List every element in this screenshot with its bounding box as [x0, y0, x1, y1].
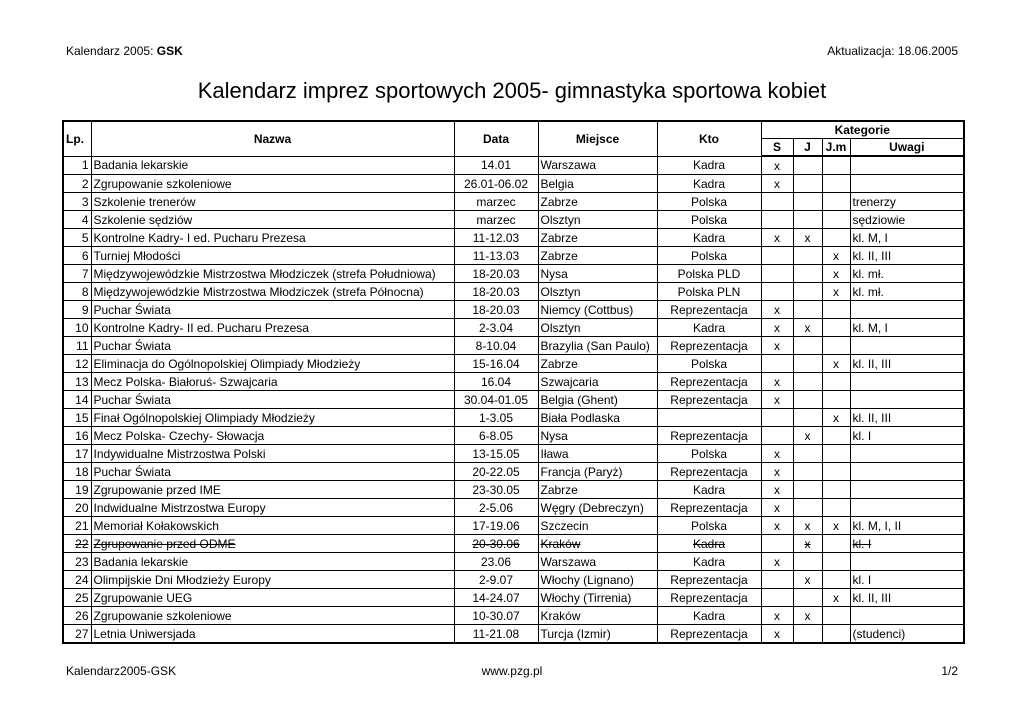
cell-uwagi — [850, 499, 964, 517]
cell-s: x — [761, 301, 793, 319]
table-row — [63, 409, 964, 427]
cell-uwagi: kl. II, III — [850, 589, 964, 607]
cell-jm: x — [822, 265, 850, 283]
cell-nazwa: Szkolenie sędziów — [91, 211, 454, 229]
cell-lp: 10 — [63, 319, 91, 337]
cell-jm — [822, 625, 850, 644]
table-row — [63, 229, 964, 247]
cell-j — [793, 391, 822, 409]
cell-s: x — [761, 445, 793, 463]
cell-lp: 2 — [63, 175, 91, 193]
table-row — [63, 265, 964, 283]
cell-jm — [822, 211, 850, 229]
cell-s — [761, 193, 793, 211]
cell-j — [793, 409, 822, 427]
cell-uwagi: kl. II, III — [850, 409, 964, 427]
cell-s — [761, 283, 793, 301]
cell-s — [761, 535, 793, 553]
cell-miejsce: Zabrze — [538, 193, 657, 211]
cell-s: x — [761, 481, 793, 499]
cell-miejsce: Nysa — [538, 265, 657, 283]
cell-miejsce: Turcja (Izmir) — [538, 625, 657, 644]
cell-miejsce: Olsztyn — [538, 283, 657, 301]
cell-kto: Reprezentacja — [657, 391, 761, 409]
cell-jm — [822, 319, 850, 337]
cell-miejsce: Nysa — [538, 427, 657, 445]
table-row — [63, 301, 964, 319]
cell-lp: 3 — [63, 193, 91, 211]
cell-lp: 15 — [63, 409, 91, 427]
cell-s — [761, 409, 793, 427]
cell-s: x — [761, 337, 793, 355]
cell-miejsce: Włochy (Tirrenia) — [538, 589, 657, 607]
cell-s: x — [761, 229, 793, 247]
table-row — [63, 283, 964, 301]
cell-uwagi: kl. M, I, II — [850, 517, 964, 535]
cell-uwagi — [850, 337, 964, 355]
cell-nazwa: Międzywojewódzkie Mistrzostwa Młodziczek (strefa Południowa) — [91, 265, 454, 283]
cell-s — [761, 355, 793, 373]
cell-j — [793, 481, 822, 499]
cell-kto: Reprezentacja — [657, 571, 761, 589]
cell-nazwa: Zgrupowanie szkoleniowe — [91, 175, 454, 193]
cell-uwagi: kl. mł. — [850, 265, 964, 283]
cell-j — [793, 175, 822, 193]
cell-s: x — [761, 553, 793, 571]
cell-s: x — [761, 391, 793, 409]
table-row — [63, 625, 964, 644]
cell-nazwa: Międzywojewódzkie Mistrzostwa Młodziczek (strefa Północna) — [91, 283, 454, 301]
cell-s — [761, 571, 793, 589]
cell-j — [793, 265, 822, 283]
col-header-miejsce: Miejsce — [538, 121, 657, 156]
cell-data: 15-16.04 — [454, 355, 538, 373]
cell-kto: Kadra — [657, 319, 761, 337]
col-header-uwagi: Uwagi — [850, 139, 964, 157]
cell-jm — [822, 391, 850, 409]
cell-kto: Polska — [657, 517, 761, 535]
cell-j — [793, 625, 822, 644]
cell-kto: Polska PLN — [657, 283, 761, 301]
cell-uwagi — [850, 175, 964, 193]
cell-jm — [822, 193, 850, 211]
cell-lp: 11 — [63, 337, 91, 355]
footer-page-number: 1/2 — [941, 664, 958, 678]
cell-lp: 22 — [63, 535, 91, 553]
cell-uwagi — [850, 463, 964, 481]
cell-miejsce: Kraków — [538, 607, 657, 625]
cell-data: 14-24.07 — [454, 589, 538, 607]
cell-jm: x — [822, 409, 850, 427]
cell-data: 13-15.05 — [454, 445, 538, 463]
cell-j: x — [793, 607, 822, 625]
cell-nazwa: Indwidualne Mistrzostwa Europy — [91, 499, 454, 517]
cell-jm: x — [822, 589, 850, 607]
cell-data: marzec — [454, 193, 538, 211]
cell-jm — [822, 607, 850, 625]
cell-data: 18-20.03 — [454, 283, 538, 301]
cell-nazwa: Zgrupowanie przed IME — [91, 481, 454, 499]
cell-j: x — [793, 427, 822, 445]
cell-miejsce: Zabrze — [538, 355, 657, 373]
cell-jm: x — [822, 247, 850, 265]
cell-miejsce: Brazylia (San Paulo) — [538, 337, 657, 355]
cell-lp: 24 — [63, 571, 91, 589]
cell-kto: Kadra — [657, 175, 761, 193]
table-row — [63, 481, 964, 499]
cell-data: 2-9.07 — [454, 571, 538, 589]
cell-s: x — [761, 625, 793, 644]
cell-kto: Polska PLD — [657, 265, 761, 283]
cell-jm — [822, 481, 850, 499]
table-row — [63, 337, 964, 355]
cell-miejsce: Niemcy (Cottbus) — [538, 301, 657, 319]
cell-kto: Reprezentacja — [657, 463, 761, 481]
cell-lp: 4 — [63, 211, 91, 229]
cell-jm: x — [822, 283, 850, 301]
cell-uwagi — [850, 481, 964, 499]
cell-kto: Reprezentacja — [657, 337, 761, 355]
cell-nazwa: Mecz Polska- Czechy- Słowacja — [91, 427, 454, 445]
cell-s — [761, 427, 793, 445]
cell-jm — [822, 553, 850, 571]
cell-jm — [822, 229, 850, 247]
cell-nazwa: Puchar Świata — [91, 301, 454, 319]
page-title: Kalendarz imprez sportowych 2005- gimnastyka sportowa kobiet — [197, 78, 827, 103]
cell-nazwa: Zgrupowanie przed ODME — [91, 535, 454, 553]
cell-j: x — [793, 535, 822, 553]
cell-uwagi: kl. M, I — [850, 229, 964, 247]
cell-lp: 26 — [63, 607, 91, 625]
cell-miejsce: Zabrze — [538, 229, 657, 247]
cell-s: x — [761, 463, 793, 481]
cell-lp: 19 — [63, 481, 91, 499]
table-row — [63, 607, 964, 625]
cell-s: x — [761, 373, 793, 391]
cell-nazwa: Kontrolne Kadry- I ed. Pucharu Prezesa — [91, 229, 454, 247]
table-row — [63, 319, 964, 337]
cell-data: 26.01-06.02 — [454, 175, 538, 193]
cell-uwagi: kl. II, III — [850, 355, 964, 373]
cell-j: x — [793, 571, 822, 589]
cell-data: 11-21.08 — [454, 625, 538, 644]
table-row — [63, 247, 964, 265]
cell-lp: 1 — [63, 156, 91, 175]
cell-data: 23-30.05 — [454, 481, 538, 499]
table-row — [63, 211, 964, 229]
col-header-j: J — [793, 139, 822, 157]
header-document-label — [66, 44, 183, 58]
cell-lp: 6 — [63, 247, 91, 265]
cell-data: marzec — [454, 211, 538, 229]
cell-uwagi: kl. II, III — [850, 247, 964, 265]
footer-doc-id: Kalendarz2005-GSK — [66, 664, 177, 678]
cell-j — [793, 373, 822, 391]
cell-j — [793, 193, 822, 211]
cell-nazwa: Szkolenie trenerów — [91, 193, 454, 211]
cell-nazwa: Badania lekarskie — [91, 156, 454, 175]
cell-j — [793, 247, 822, 265]
table-row — [63, 391, 964, 409]
col-header-jm: J.m — [822, 139, 850, 157]
footer-url: www.pzg.pl — [481, 664, 543, 678]
cell-j — [793, 156, 822, 175]
cell-nazwa: Memoriał Kołakowskich — [91, 517, 454, 535]
cell-s — [761, 211, 793, 229]
cell-jm — [822, 571, 850, 589]
cell-data: 1-3.05 — [454, 409, 538, 427]
table-row — [63, 373, 964, 391]
cell-lp: 20 — [63, 499, 91, 517]
table-row — [63, 463, 964, 481]
col-header-kategorie: Kategorie — [761, 121, 964, 139]
col-header-lp: Lp. — [63, 121, 91, 156]
table-row — [63, 589, 964, 607]
cell-kto: Kadra — [657, 481, 761, 499]
cell-lp: 23 — [63, 553, 91, 571]
cell-kto: Kadra — [657, 156, 761, 175]
cell-nazwa: Badania lekarskie — [91, 553, 454, 571]
cell-lp: 8 — [63, 283, 91, 301]
cell-kto: Kadra — [657, 607, 761, 625]
cell-miejsce: Warszawa — [538, 553, 657, 571]
cell-j — [793, 301, 822, 319]
cell-data: 20-30.06 — [454, 535, 538, 553]
cell-uwagi: kl. M, I — [850, 319, 964, 337]
cell-kto: Reprezentacja — [657, 373, 761, 391]
cell-nazwa: Puchar Świata — [91, 391, 454, 409]
cell-data: 23.06 — [454, 553, 538, 571]
col-header-data: Data — [454, 121, 538, 156]
cell-data: 16.04 — [454, 373, 538, 391]
table-row — [63, 499, 964, 517]
cell-data: 11-12.03 — [454, 229, 538, 247]
cell-kto: Reprezentacja — [657, 427, 761, 445]
table-row — [63, 156, 964, 175]
cell-uwagi: kl. I — [850, 535, 964, 553]
cell-miejsce: Szczecin — [538, 517, 657, 535]
table-row — [63, 535, 964, 553]
cell-kto: Polska — [657, 445, 761, 463]
table-row — [63, 571, 964, 589]
cell-miejsce: Szwajcaria — [538, 373, 657, 391]
cell-lp: 12 — [63, 355, 91, 373]
cell-kto: Kadra — [657, 229, 761, 247]
cell-miejsce: Węgry (Debreczyn) — [538, 499, 657, 517]
cell-data: 17-19.06 — [454, 517, 538, 535]
cell-uwagi — [850, 301, 964, 319]
cell-data: 10-30.07 — [454, 607, 538, 625]
cell-j — [793, 589, 822, 607]
cell-kto: Polska — [657, 355, 761, 373]
cell-lp: 25 — [63, 589, 91, 607]
cell-uwagi: kl. I — [850, 427, 964, 445]
col-header-kto: Kto — [657, 121, 761, 156]
cell-data: 14.01 — [454, 156, 538, 175]
cell-jm — [822, 499, 850, 517]
header-update-date: Aktualizacja: 18.06.2005 — [827, 44, 958, 58]
cell-jm — [822, 427, 850, 445]
cell-nazwa: Turniej Młodości — [91, 247, 454, 265]
cell-s: x — [761, 607, 793, 625]
table-row — [63, 175, 964, 193]
cell-data: 30.04-01.05 — [454, 391, 538, 409]
cell-data: 2-3.04 — [454, 319, 538, 337]
cell-j — [793, 283, 822, 301]
cell-uwagi: kl. mł. — [850, 283, 964, 301]
cell-kto: Kadra — [657, 535, 761, 553]
table-row — [63, 445, 964, 463]
cell-miejsce: Warszawa — [538, 156, 657, 175]
cell-kto: Polska — [657, 247, 761, 265]
cell-s: x — [761, 319, 793, 337]
cell-kto — [657, 409, 761, 427]
cell-uwagi — [850, 391, 964, 409]
cell-uwagi — [850, 445, 964, 463]
cell-miejsce: Zabrze — [538, 247, 657, 265]
cell-s: x — [761, 499, 793, 517]
cell-data: 6-8.05 — [454, 427, 538, 445]
events-table — [62, 120, 965, 644]
cell-nazwa: Eliminacja do Ogólnopolskiej Olimpiady Młodzieży — [91, 355, 454, 373]
cell-miejsce: Włochy (Lignano) — [538, 571, 657, 589]
cell-nazwa: Olimpijskie Dni Młodzieży Europy — [91, 571, 454, 589]
cell-s — [761, 247, 793, 265]
cell-jm: x — [822, 517, 850, 535]
cell-j — [793, 445, 822, 463]
cell-nazwa: Mecz Polska- Białoruś- Szwajcaria — [91, 373, 454, 391]
cell-j — [793, 211, 822, 229]
cell-miejsce: Zabrze — [538, 481, 657, 499]
cell-miejsce: Olsztyn — [538, 211, 657, 229]
cell-s: x — [761, 156, 793, 175]
cell-jm — [822, 301, 850, 319]
cell-data: 8-10.04 — [454, 337, 538, 355]
header-org: GSK — [156, 44, 183, 58]
cell-nazwa: Zgrupowanie UEG — [91, 589, 454, 607]
cell-lp: 18 — [63, 463, 91, 481]
cell-s — [761, 589, 793, 607]
table-row — [63, 355, 964, 373]
cell-jm — [822, 373, 850, 391]
cell-uwagi: kl. I — [850, 571, 964, 589]
cell-nazwa: Zgrupowanie szkoleniowe — [91, 607, 454, 625]
cell-kto: Polska — [657, 193, 761, 211]
cell-nazwa: Puchar Świata — [91, 463, 454, 481]
cell-nazwa: Letnia Uniwersjada — [91, 625, 454, 644]
cell-lp: 13 — [63, 373, 91, 391]
cell-jm — [822, 337, 850, 355]
cell-kto: Reprezentacja — [657, 589, 761, 607]
cell-jm — [822, 175, 850, 193]
cell-uwagi — [850, 607, 964, 625]
cell-miejsce: Biała Podlaska — [538, 409, 657, 427]
col-header-s: S — [761, 139, 793, 157]
col-header-nazwa: Nazwa — [91, 121, 454, 156]
cell-nazwa: Puchar Świata — [91, 337, 454, 355]
cell-j — [793, 337, 822, 355]
cell-nazwa: Indywidualne Mistrzostwa Polski — [91, 445, 454, 463]
cell-j — [793, 499, 822, 517]
cell-j: x — [793, 319, 822, 337]
cell-kto: Reprezentacja — [657, 499, 761, 517]
cell-lp: 17 — [63, 445, 91, 463]
cell-j — [793, 553, 822, 571]
cell-miejsce: Olsztyn — [538, 319, 657, 337]
cell-j: x — [793, 229, 822, 247]
cell-lp: 21 — [63, 517, 91, 535]
cell-jm: x — [822, 355, 850, 373]
cell-data: 11-13.03 — [454, 247, 538, 265]
cell-data: 20-22.05 — [454, 463, 538, 481]
cell-kto: Reprezentacja — [657, 301, 761, 319]
cell-uwagi — [850, 553, 964, 571]
cell-miejsce: Kraków — [538, 535, 657, 553]
cell-data: 18-20.03 — [454, 301, 538, 319]
cell-kto: Polska — [657, 211, 761, 229]
cell-lp: 27 — [63, 625, 91, 644]
cell-uwagi: trenerzy — [850, 193, 964, 211]
cell-data: 2-5.06 — [454, 499, 538, 517]
cell-j — [793, 355, 822, 373]
cell-uwagi: (studenci) — [850, 625, 964, 644]
cell-uwagi — [850, 373, 964, 391]
cell-miejsce: Belgia — [538, 175, 657, 193]
cell-jm — [822, 156, 850, 175]
cell-miejsce: Iława — [538, 445, 657, 463]
cell-jm — [822, 535, 850, 553]
cell-miejsce: Belgia (Ghent) — [538, 391, 657, 409]
table-row — [63, 553, 964, 571]
cell-kto: Reprezentacja — [657, 625, 761, 644]
table-row — [63, 427, 964, 445]
cell-s: x — [761, 517, 793, 535]
cell-lp: 7 — [63, 265, 91, 283]
cell-lp: 5 — [63, 229, 91, 247]
cell-uwagi: sędziowie — [850, 211, 964, 229]
cell-s — [761, 265, 793, 283]
cell-data: 18-20.03 — [454, 265, 538, 283]
cell-s: x — [761, 175, 793, 193]
cell-nazwa: Finał Ogólnopolskiej Olimpiady Młodzieży — [91, 409, 454, 427]
header-prefix: Kalendarz 2005: — [66, 44, 157, 58]
cell-uwagi — [850, 156, 964, 175]
cell-j — [793, 463, 822, 481]
cell-lp: 16 — [63, 427, 91, 445]
cell-j: x — [793, 517, 822, 535]
cell-jm — [822, 445, 850, 463]
cell-jm — [822, 463, 850, 481]
cell-lp: 9 — [63, 301, 91, 319]
cell-kto: Kadra — [657, 553, 761, 571]
cell-miejsce: Francja (Paryż) — [538, 463, 657, 481]
table-row — [63, 517, 964, 535]
cell-lp: 14 — [63, 391, 91, 409]
table-row — [63, 193, 964, 211]
cell-nazwa: Kontrolne Kadry- II ed. Pucharu Prezesa — [91, 319, 454, 337]
